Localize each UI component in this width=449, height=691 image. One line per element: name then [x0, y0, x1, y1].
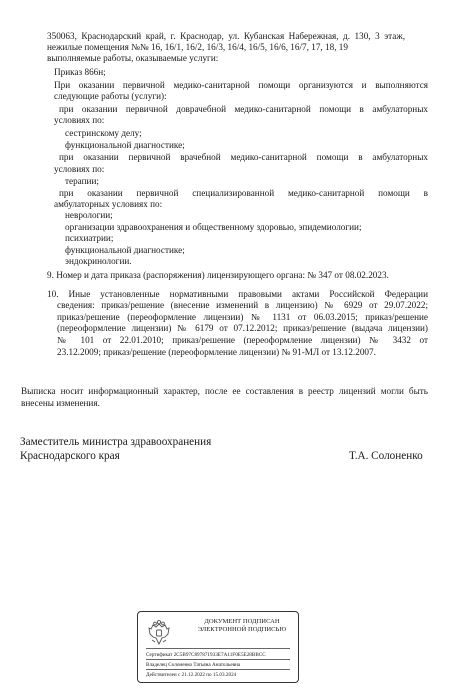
services-heading: выполняемые работы, оказываемые услуги:	[47, 53, 219, 63]
item-9-order: 9. Номер и дата приказа (распоряжения) лицензирующего органа: № 347 от 08.02.2023.	[47, 270, 389, 280]
list-item: психиатрии;	[65, 233, 114, 243]
specialized-care-line: при оказании первичной специализированной медико-санитарной помощи в	[59, 188, 428, 198]
stamp-title-line-2: ЭЛЕКТРОННОЙ ПОДПИСЬЮ	[197, 626, 287, 633]
item-10-line-2: сведения: приказ/решение (внесение изменений в лицензию) № 6929 от 29.07.2022;	[57, 300, 428, 310]
stamp-divider	[146, 669, 290, 670]
signatory-position-line-2: Краснодарского края	[20, 450, 120, 462]
primary-care-intro-cont: следующие работы (услуги):	[54, 91, 167, 101]
physician-care-line: при оказании первичной врачебной медико-санитарной помощи в амбулаторных	[59, 152, 428, 162]
prehospital-care-line: при оказании первичной доврачебной медико-санитарной помощи в амбулаторных	[59, 104, 428, 114]
item-10-line-3: приказ/решение (переоформление лицензии) № 1131 от 06.03.2015; приказ/решение	[57, 312, 428, 322]
electronic-signature-stamp	[137, 611, 299, 683]
order-866n: Приказ 866н;	[54, 67, 106, 77]
disclaimer-line-1: Выписка носит информационный характер, после ее составления в реестр лицензий могли быть	[21, 386, 428, 396]
russian-coat-of-arms-emblem-icon	[146, 620, 172, 648]
stamp-title-line-1: ДОКУМЕНТ ПОДПИСАН	[204, 618, 280, 625]
stamp-owner: Владелец Солоненко Татьяна Анатольевна	[146, 662, 241, 668]
signatory-position-line-1: Заместитель министра здравоохранения	[20, 436, 212, 448]
list-item: организации здравоохранения и общественному здоровью, эпидемиологии;	[65, 222, 362, 232]
item-10-line-6: 23.12.2009; приказ/решение (переоформление лицензии) № 91-МЛ от 13.12.2007.	[57, 347, 376, 357]
list-item: функциональной диагностике;	[65, 140, 185, 150]
stamp-title	[190, 618, 294, 634]
item-10-line-5: № 101 от 22.01.2010; приказ/решение (переоформление лицензии) № 3432 от	[57, 335, 428, 345]
list-item: эндокринологии.	[65, 256, 132, 266]
item-10-line-4: (переоформление лицензии) № 6179 от 07.12.2012; приказ/решение (выдача лицензии)	[57, 323, 428, 333]
item-10-line-1: 10. Иные установленные нормативными правовыми актами Российской Федерации	[47, 289, 428, 299]
address-line-2: нежилые помещения №№ 16, 16/1, 16/2, 16/3, 16/4, 16/5, 16/6, 16/7, 17, 18, 19	[47, 42, 348, 52]
list-item: терапии;	[65, 176, 99, 186]
conditions-label-2: условиях по:	[54, 164, 105, 174]
disclaimer-line-2: внесены изменения.	[21, 398, 100, 408]
list-item: функциональной диагностике;	[65, 245, 185, 255]
list-item: сестринскому делу;	[65, 128, 142, 138]
signatory-name: Т.А. Солоненко	[349, 450, 423, 462]
conditions-label-1: условиях по:	[54, 115, 105, 125]
conditions-label-3: амбулаторных условиях по:	[54, 199, 163, 209]
primary-care-intro: При оказании первичной медико-санитарной помощи организуются и выполняются	[54, 80, 428, 90]
stamp-validity: Действителен с 21.12.2022 по 15.03.2024	[146, 672, 237, 678]
stamp-certificate: Сертификат 2C5B97C897871933E7A11F0E5E28BBCC	[146, 652, 266, 658]
address-line-1: 350063, Краснодарский край, г. Краснодар, ул. Кубанская Набережная, д. 130, 3 этаж,	[47, 31, 405, 41]
stamp-divider	[146, 659, 290, 660]
list-item: неврологии;	[65, 210, 113, 220]
stamp-divider	[146, 648, 290, 649]
